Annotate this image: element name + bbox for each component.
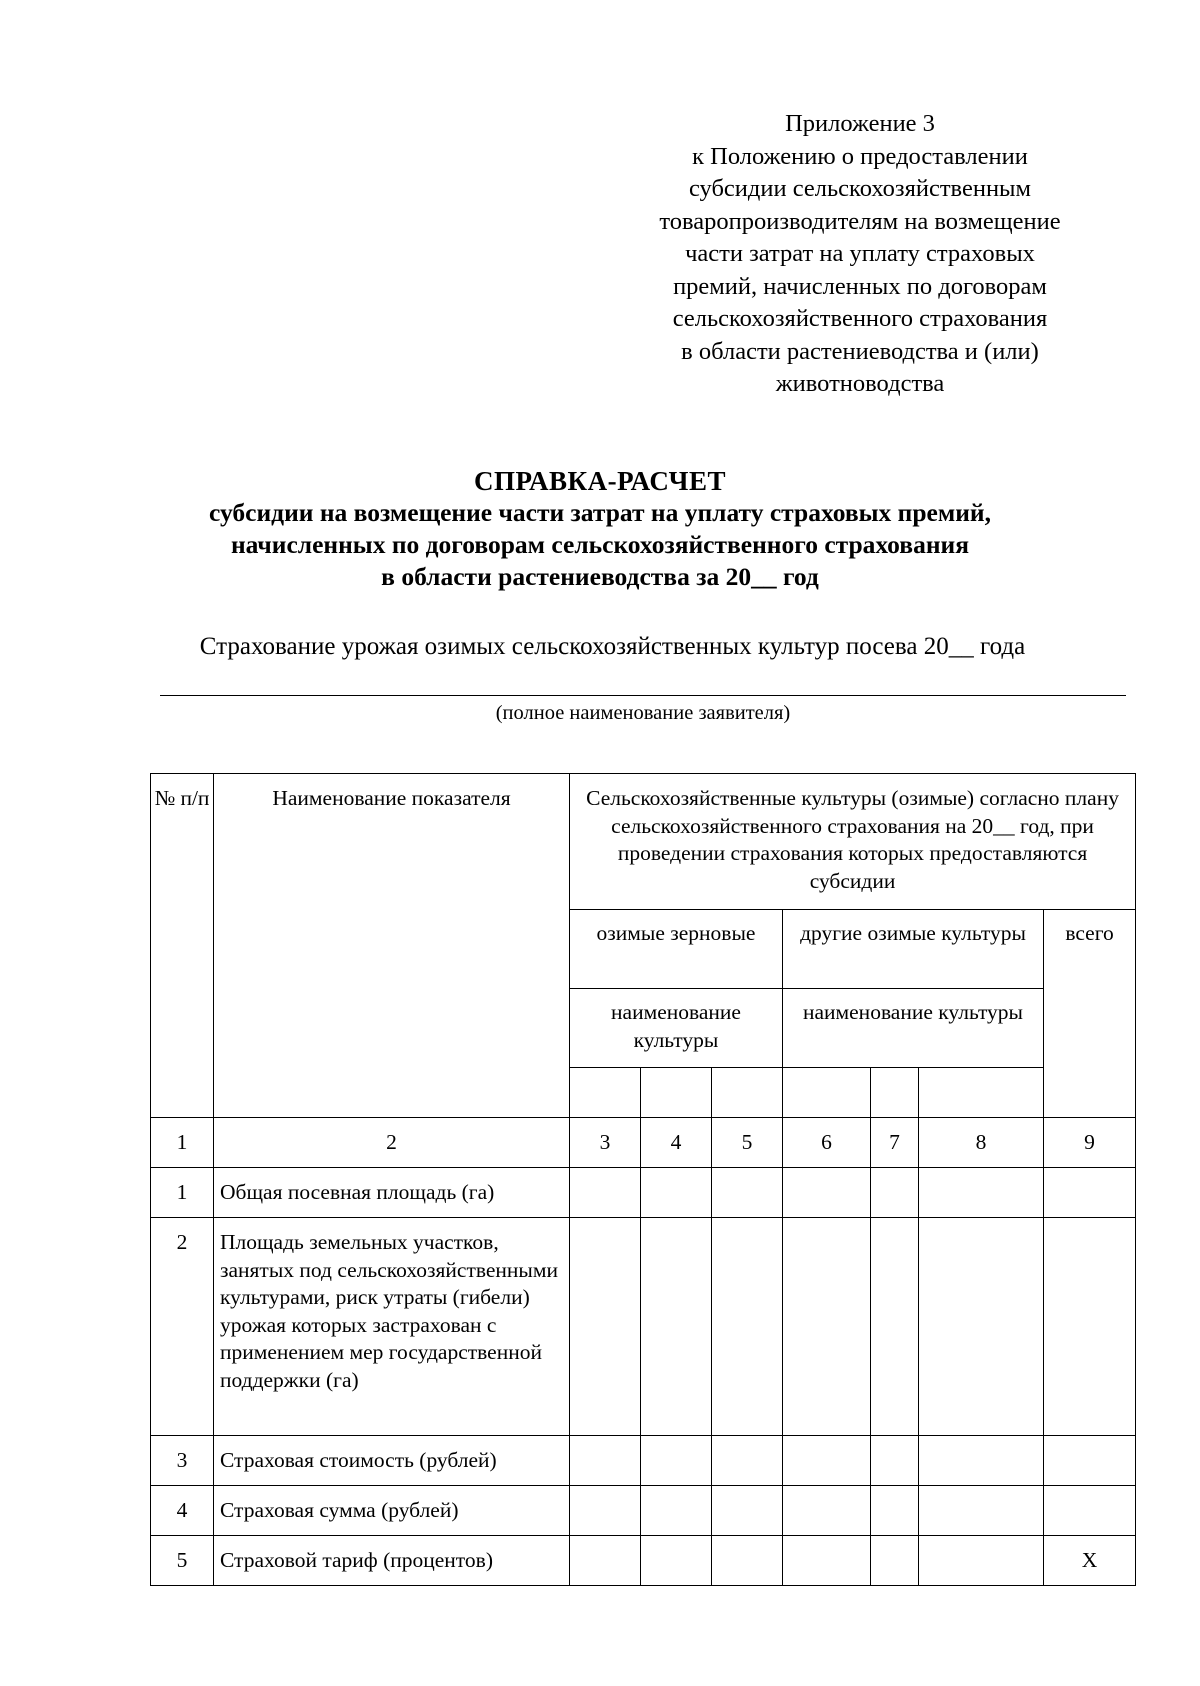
value-cell[interactable] bbox=[641, 1436, 712, 1486]
value-cell[interactable] bbox=[919, 1436, 1044, 1486]
value-cell[interactable] bbox=[871, 1436, 919, 1486]
table-row bbox=[151, 1218, 1136, 1436]
column-number: 9 bbox=[1044, 1118, 1136, 1168]
header-crops-group-text: Сельскохозяйственные культуры (озимые) согласно плану сельскохозяйственного страхования на 20__ год, при проведении страхования которых предоставляются субсидии bbox=[586, 786, 1119, 893]
header-number-text: № п/п bbox=[154, 786, 210, 810]
title-line: в области растениеводства за 20__ год bbox=[381, 562, 819, 591]
title-heading: СПРАВКА-РАСЧЕТ bbox=[474, 466, 726, 496]
row-number: 5 bbox=[151, 1536, 214, 1586]
crop-name-cell[interactable] bbox=[783, 1068, 871, 1118]
value-cell[interactable] bbox=[712, 1168, 783, 1218]
header-indicator bbox=[214, 774, 570, 1118]
insurance-type-line: Страхование урожая озимых сельскохозяйственных культур посева 20__ года bbox=[199, 633, 1026, 660]
column-number: 8 bbox=[919, 1118, 1044, 1168]
table-row bbox=[151, 1536, 1136, 1586]
value-cell[interactable] bbox=[783, 1218, 871, 1436]
row-label: Страховой тариф (процентов) bbox=[214, 1536, 570, 1586]
column-number: 2 bbox=[214, 1118, 570, 1168]
column-number: 7 bbox=[871, 1118, 919, 1168]
document-title bbox=[100, 465, 1100, 593]
total-cell[interactable] bbox=[1044, 1168, 1136, 1218]
row-number: 2 bbox=[151, 1218, 214, 1436]
table-row bbox=[151, 1486, 1136, 1536]
value-cell[interactable] bbox=[919, 1168, 1044, 1218]
total-cell[interactable] bbox=[1044, 1436, 1136, 1486]
column-number: 6 bbox=[783, 1118, 871, 1168]
header-other-winter-text: другие озимые культуры bbox=[800, 921, 1026, 945]
appendix-header bbox=[600, 108, 1120, 401]
value-cell[interactable] bbox=[783, 1536, 871, 1586]
appendix-line: в области растениеводства и (или) bbox=[681, 337, 1039, 365]
value-cell[interactable] bbox=[570, 1486, 641, 1536]
appendix-line: субсидии сельскохозяйственным bbox=[688, 175, 1032, 202]
header-total-text: всего bbox=[1065, 921, 1114, 945]
appendix-line: премий, начисленных по договорам bbox=[673, 272, 1047, 300]
table-row bbox=[151, 1436, 1136, 1486]
row-number: 3 bbox=[151, 1436, 214, 1486]
header-other-winter bbox=[783, 910, 1044, 989]
value-cell[interactable] bbox=[712, 1218, 783, 1436]
header-number bbox=[151, 774, 214, 1118]
appendix-line: животноводства bbox=[775, 370, 945, 397]
appendix-line: товаропроизводителям на возмещение bbox=[659, 207, 1061, 235]
row-label: Общая посевная площадь (га) bbox=[214, 1168, 570, 1218]
value-cell[interactable] bbox=[919, 1218, 1044, 1436]
header-crop-name bbox=[570, 989, 783, 1068]
value-cell[interactable] bbox=[641, 1536, 712, 1586]
value-cell[interactable] bbox=[570, 1436, 641, 1486]
row-number: 1 bbox=[151, 1168, 214, 1218]
row-number: 4 bbox=[151, 1486, 214, 1536]
value-cell[interactable] bbox=[570, 1168, 641, 1218]
crop-name-cell[interactable] bbox=[919, 1068, 1044, 1118]
value-cell[interactable] bbox=[919, 1486, 1044, 1536]
value-cell[interactable] bbox=[783, 1486, 871, 1536]
value-cell[interactable] bbox=[641, 1168, 712, 1218]
applicant-name-caption: (полное наименование заявителя) bbox=[495, 702, 791, 724]
row-label: Страховая сумма (рублей) bbox=[214, 1486, 570, 1536]
crop-name-cell[interactable] bbox=[570, 1068, 641, 1118]
value-cell[interactable] bbox=[783, 1436, 871, 1486]
crop-name-cell[interactable] bbox=[871, 1068, 919, 1118]
header-winter-grains bbox=[570, 910, 783, 989]
header-indicator-text: Наименование показателя bbox=[272, 786, 511, 810]
column-number: 3 bbox=[570, 1118, 641, 1168]
appendix-line: сельскохозяйственного страхования bbox=[672, 305, 1048, 332]
appendix-line: Приложение 3 bbox=[785, 110, 935, 137]
value-cell[interactable] bbox=[712, 1436, 783, 1486]
value-cell[interactable] bbox=[871, 1168, 919, 1218]
crop-name-cell[interactable] bbox=[712, 1068, 783, 1118]
row-label: Площадь земельных участков, занятых под сельскохозяйственными культурами, риск утраты (гибели) урожая которых застрахован с применением мер государственной поддержки (га) bbox=[214, 1218, 570, 1436]
value-cell[interactable] bbox=[712, 1486, 783, 1536]
calculation-table bbox=[150, 773, 1136, 1586]
total-cell[interactable]: X bbox=[1044, 1536, 1136, 1586]
header-crop-name-text: наименование культуры bbox=[802, 1000, 1024, 1024]
value-cell[interactable] bbox=[641, 1486, 712, 1536]
value-cell[interactable] bbox=[871, 1218, 919, 1436]
column-number: 5 bbox=[712, 1118, 783, 1168]
value-cell[interactable] bbox=[570, 1536, 641, 1586]
value-cell[interactable] bbox=[570, 1218, 641, 1436]
crop-name-cell[interactable] bbox=[641, 1068, 712, 1118]
column-number: 4 bbox=[641, 1118, 712, 1168]
applicant-name-underline bbox=[160, 695, 1126, 696]
header-crop-name-text: наименование культуры bbox=[611, 1000, 741, 1052]
total-cell[interactable] bbox=[1044, 1486, 1136, 1536]
value-cell[interactable] bbox=[712, 1536, 783, 1586]
header-winter-grains-text: озимые зерновые bbox=[596, 921, 756, 945]
value-cell[interactable] bbox=[871, 1486, 919, 1536]
header-total bbox=[1044, 910, 1136, 1118]
column-number: 1 bbox=[151, 1118, 214, 1168]
title-line: субсидии на возмещение части затрат на уплату страховых премий, bbox=[209, 498, 991, 527]
value-cell[interactable] bbox=[641, 1218, 712, 1436]
total-cell[interactable] bbox=[1044, 1218, 1136, 1436]
header-crop-name bbox=[783, 989, 1044, 1068]
row-label: Страховая стоимость (рублей) bbox=[214, 1436, 570, 1486]
header-crops-group bbox=[570, 774, 1136, 910]
appendix-line: части затрат на уплату страховых bbox=[685, 240, 1035, 267]
value-cell[interactable] bbox=[783, 1168, 871, 1218]
column-number-row bbox=[151, 1118, 1136, 1168]
value-cell[interactable] bbox=[919, 1536, 1044, 1586]
title-line: начисленных по договорам сельскохозяйственного страхования bbox=[230, 530, 970, 559]
appendix-line: к Положению о предоставлении bbox=[692, 142, 1028, 170]
value-cell[interactable] bbox=[871, 1536, 919, 1586]
table-row bbox=[151, 1168, 1136, 1218]
